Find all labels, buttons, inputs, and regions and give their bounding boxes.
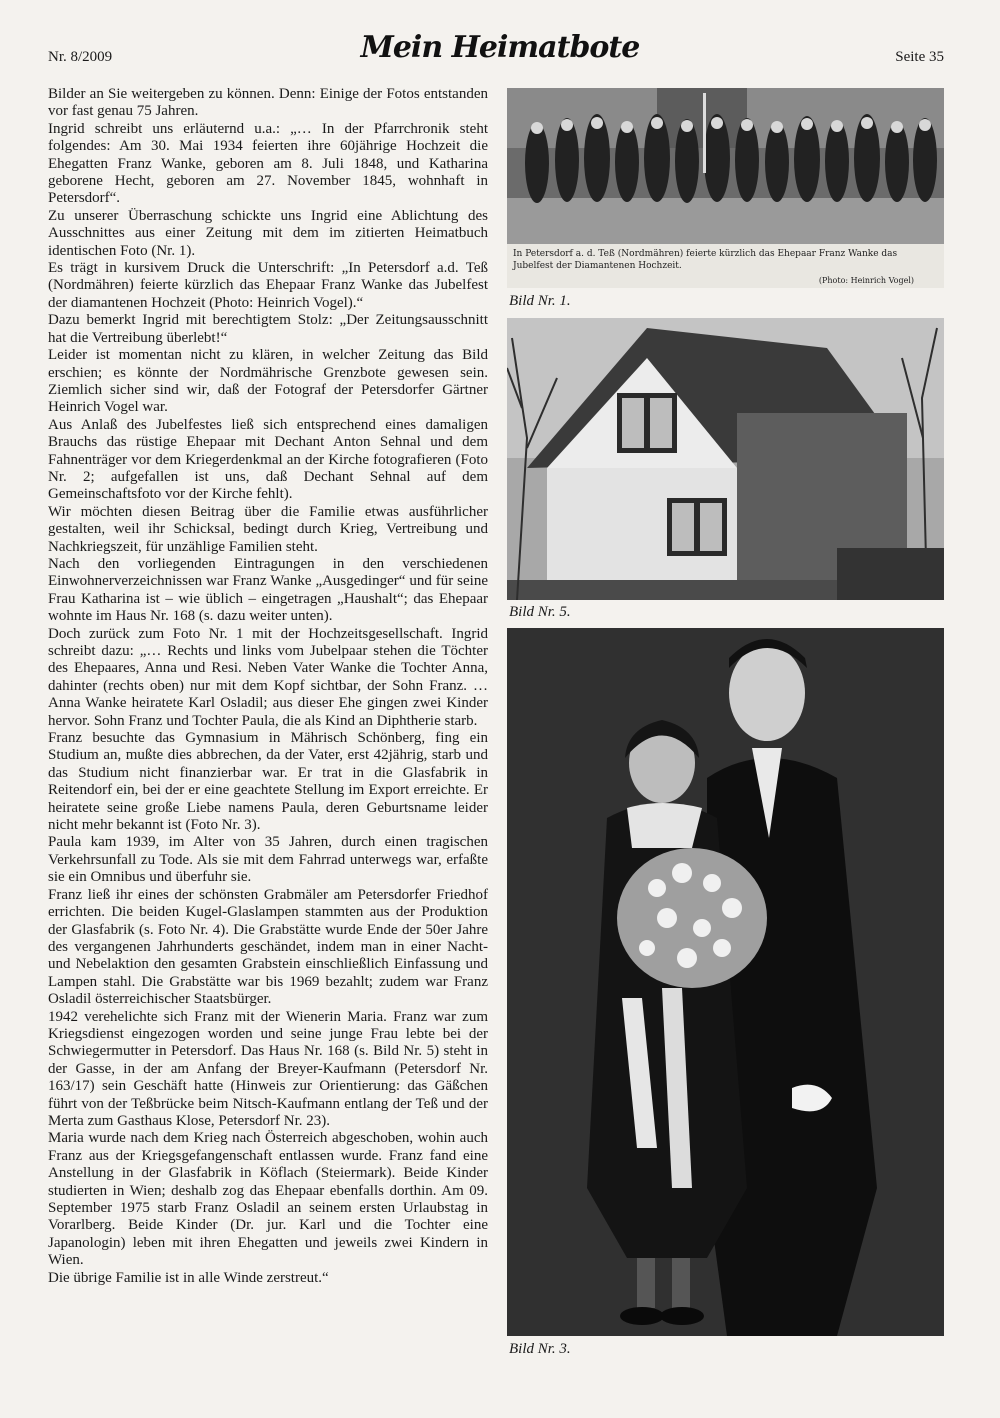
masthead-logo: Mein Heimatbote bbox=[360, 30, 640, 65]
caption-bild-5: Bild Nr. 5. bbox=[509, 604, 571, 620]
paragraph: Paula kam 1939, im Alter von 35 Jahren, durch einen tragischen Verkehrsunfall zu Tode. Als sie mit dem Fahrrad unterwegs war, erfaßte sie ein Omnibus und überfuhr sie. bbox=[48, 834, 488, 886]
paragraph: Bilder an Sie weitergeben zu können. Denn: Einige der Fotos entstanden vor fast genau 75 Jahren. bbox=[48, 86, 488, 120]
page-number: Seite 35 bbox=[895, 49, 944, 65]
paragraph: Leider ist momentan nicht zu klären, in welcher Zeitung das Bild erschien; es könnte der Nordmährische Grenzbote gewesen sein. Ziemlich sicher sind wir, daß der Fotograf der Petersdorfer Gärtner Heinrich Vogel war. bbox=[48, 347, 488, 416]
photo-wedding-couple bbox=[507, 628, 944, 1336]
article-column bbox=[48, 86, 488, 1287]
paragraph: Die übrige Familie ist in alle Winde zerstreut.“ bbox=[48, 1269, 329, 1286]
photo-credit: (Photo: Heinrich Vogel) bbox=[818, 276, 914, 285]
caption-bild-1: Bild Nr. 1. bbox=[509, 293, 571, 309]
paragraph: Aus Anlaß des Jubelfestes ließ sich entsprechend eines damaligen Brauchs das rüstige Ehepaar mit Dechant Anton Sehnal und dem Fahnenträger vor dem Kriegerdenkmal an der Kirche fotografieren (Foto Nr. 2; aufgefallen ist uns, daß Dechant Sehnal auf dem Gemeinschaftsfoto vor der Kirche fehlt). bbox=[48, 416, 488, 503]
paragraph: Franz besuchte das Gymnasium in Mährisch Schönberg, fing ein Studium an, mußte dies abbrechen, da der Vater, erst 42jährig, starb und das Studium nicht finanzierbar war. Er trat in die Glasfabrik in Reitendorf ein, bei der er eine geachtete Stellung im Export erreichte. Er heiratete seine große Liebe namens Paula, deren Geburtsname leider nicht mehr bekannt ist (Foto Nr. 3). bbox=[48, 730, 488, 834]
paragraph: Zu unserer Überraschung schickte uns Ingrid eine Ablichtung des Ausschnittes aus einer Zeitung mit dem im zitierten Heimatbuch identischen Foto (Nr. 1). bbox=[48, 207, 488, 259]
house-photo-image bbox=[507, 318, 944, 600]
paragraph: Dazu bemerkt Ingrid mit berechtigtem Stolz: „Der Zeitungsausschnitt hat die Vertreibung überlebt!“ bbox=[48, 312, 488, 346]
paragraph: Franz ließ ihr eines der schönsten Grabmäler am Petersdorfer Friedhof errichten. Die beiden Kugel-Glaslampen stammten aus der Produktion der Glasfabrik (s. Foto Nr. 4). Die Grabstätte wurde Ende der 50er Jahre des vergangenen Jahrhunderts geschändet, indem man in einer Nacht- und Nebelaktion den gesamten Grabstein einschließlich Einfassung und Lampen stahl. Die Grabstätte war bis 1969 bezahlt; zudem war Franz Osladil österreichischer Staatsbürger. bbox=[48, 886, 488, 1008]
paragraph: Maria wurde nach dem Krieg nach Österreich abgeschoben, wohin auch Franz aus der Kriegsgefangenschaft entlassen wurde. Franz fand eine Anstellung in der Glasfabrik in Köflach (Steiermark). Beide Kinder studierten in Wien; deshalb zog das Ehepaar ebenfalls dorthin. Am 09. September 1975 starb Franz Osladil an seinem ersten Urlaubstag in Vorarlberg. Beide Kinder (Dr. jur. Karl und die Tochter eine Japanologin) leben mit ihren Ehegatten und jeweils zwei Kindern in Wien. bbox=[48, 1130, 488, 1269]
photo-wedding-group bbox=[507, 88, 944, 288]
caption-bild-3: Bild Nr. 3. bbox=[509, 1341, 571, 1357]
newspaper-caption-text: In Petersdorf a. d. Teß (Nordmähren) feierte kürzlich das Ehepaar Franz Wanke das Jubelfest der Diamantenen Hochzeit. bbox=[513, 249, 898, 271]
couple-photo-image bbox=[507, 628, 944, 1336]
newspaper-caption bbox=[507, 244, 944, 288]
issue-number: Nr. 8/2009 bbox=[48, 49, 113, 65]
paragraph: 1942 verehelichte sich Franz mit der Wienerin Maria. Franz war zum Kriegsdienst eingezogen worden und seine junge Frau lebte bei der Schwiegermutter in Petersdorf. Das Haus Nr. 168 (s. Bild Nr. 5) steht in der Gasse, in der am Anfang der Breyer-Kaufmann (Petersdorf Nr. 163/17) sein Geschäft hatte (Hinweis zur Orientierung: das Gäßchen führt von der Teßbrücke beim Nitsch-Kaufmann entlang der Teß und der Merta zum Gasthaus Klose, Petersdorf Nr. 23). bbox=[48, 1008, 488, 1129]
paragraph: Nach den vorliegenden Eintragungen in den verschiedenen Einwohnerverzeichnissen war Franz Wanke „Ausgedinger“ und für seine Frau Katharina ist – wie üblich – eingetragen „Haushalt“; das Ehepaar wohnte im Haus Nr. 168 (s. dazu weiter unten). bbox=[48, 555, 488, 625]
paragraph: Doch zurück zum Foto Nr. 1 mit der Hochzeitsgesellschaft. Ingrid schreibt dazu: „… Rechts und links vom Jubelpaar stehen die Töchter des Ehepaares, Anna und Resi. Neben Vater Wanke die Tochter Anna, dahinter (rechts oben) nur mit dem Kopf sichtbar, der Sohn Franz. … Anna Wanke heiratete Karl Osladil; aus dieser Ehe gingen zwei Kinder hervor. Sohn Franz und Tochter Paula, die als Kind an Diphtherie starb. bbox=[48, 625, 488, 729]
paragraph: Wir möchten diesen Beitrag über die Familie etwas ausführlicher gestalten, weil ihr Schicksal, bedingt durch Krieg, Vertreibung und Nachkriegszeit, für unzählige Familien steht. bbox=[48, 503, 488, 555]
photo-house-168 bbox=[507, 318, 944, 600]
paragraph: Es trägt in kursivem Druck die Unterschrift: „In Petersdorf a.d. Teß (Nordmähren) feierte kürzlich das Ehepaar Franz Wanke das Jubelfest der diamantenen Hochzeit (Photo: Heinrich Vogel).“ bbox=[48, 260, 488, 311]
paragraph: Ingrid schreibt uns erläuternd u.a.: „… In der Pfarrchronik steht folgendes: Am 30. Mai 1934 feierten ihre 60jährige Hochzeit die Ehegatten Franz Wanke, geboren am 8. Juli 1848, und Katharina geborene Hecht, geboren am 27. November 1845, wohnhaft in Petersdorf“. bbox=[48, 120, 488, 207]
